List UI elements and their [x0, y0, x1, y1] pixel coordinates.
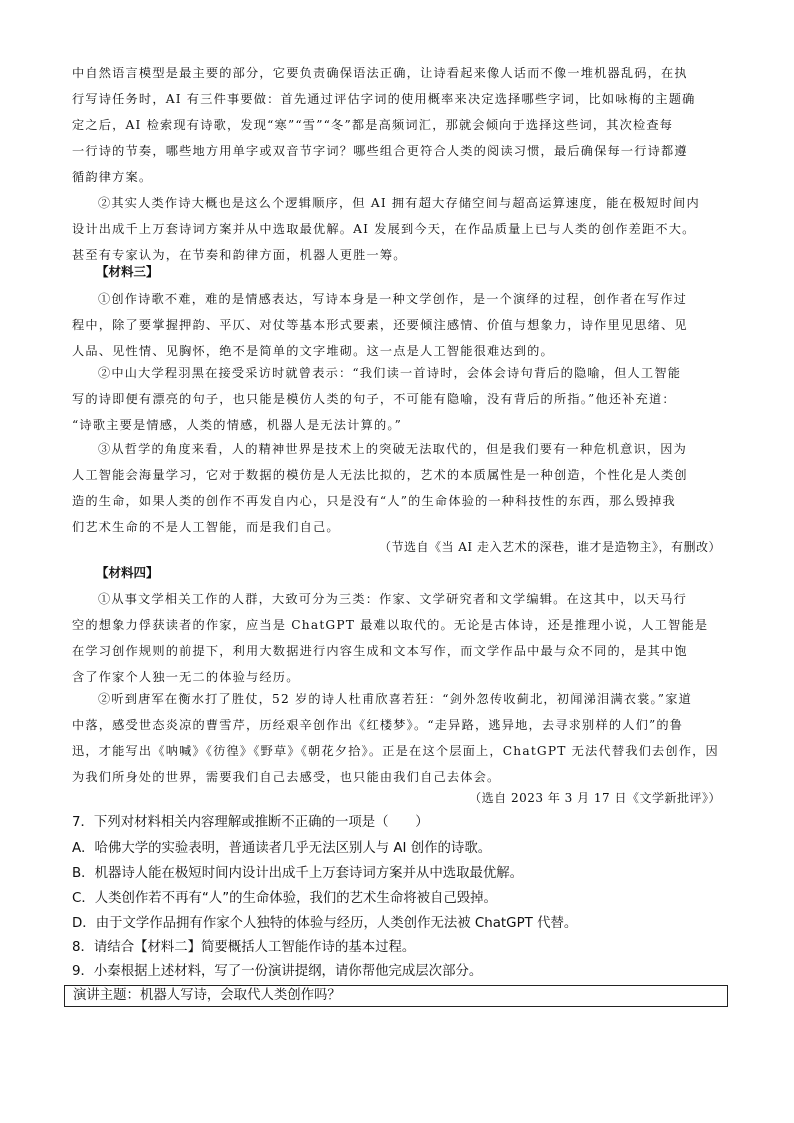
material-3-para-3 [72, 436, 722, 540]
text-line: 人工智能会海量学习，它对于数据的模仿是人无法比拟的，艺术的本质属性是一种创造，个性化是人类创 [72, 468, 688, 482]
material-3-heading: 【材料三】 [96, 264, 159, 279]
material-4-para-1 [72, 586, 722, 690]
text-line: 中落，感受世态炎凉的曹雪芹，历经艰辛创作出《红楼梦》。“走异路，逃异地，去寻求别样的人们”的鲁 [72, 718, 684, 732]
text-line: “诗歌主要是情感，人类的情感，机器人是无法计算的。” [72, 418, 403, 432]
text-line: 们艺术生命的不是人工智能，而是我们自己。 [72, 520, 340, 534]
material-3-para-2 [72, 360, 722, 438]
material-4-heading: 【材料四】 [96, 565, 159, 580]
material-3-para-1 [72, 286, 722, 364]
option-c: C．人类创作若不再有“人”的生命体验，我们的艺术生命将被自己毁掉。 [72, 891, 497, 906]
question-8: 8．请结合【材料二】简要概括人工智能作诗的基本过程。 [72, 940, 416, 955]
material-3-source: （节选自《当 AI 走入艺术的深巷，谁才是造物主》，有删改） [378, 540, 721, 554]
text-line: 行写诗任务时，AI 有三件事要做：首先通过评估字词的使用概率来决定选择哪些字词，比如咏梅的主题确 [72, 92, 696, 106]
text-line: 中自然语言模型是最主要的部分，它要负责确保语法正确，让诗看起来像人话而不像一堆机器乱码，在执 [72, 66, 688, 80]
text-line: ②中山大学程羽黑在接受采访时就曾表示：“我们读一首诗时，会体会诗句背后的隐喻，但人工智能 [98, 366, 682, 380]
text-line: 为我们所身处的世界，需要我们自己去感受，也只能由我们自己去体会。 [72, 770, 501, 784]
text-line: ②其实人类作诗大概也是这么个逻辑顺序，但 AI 拥有超大存储空间与超高运算速度，能在极短时间内 [98, 196, 700, 210]
material-4-para-2 [72, 686, 722, 790]
material-4-source: （选自 2023 年 3 月 17 日《文学新批评》） [469, 791, 721, 805]
question-9: 9．小秦根据上述材料，写了一份演讲提纲，请你帮他完成层次部分。 [72, 964, 483, 979]
option-a: A．哈佛大学的实验表明，普通读者几乎无法区别人与 AI 创作的诗歌。 [72, 841, 492, 856]
text-line: 人品、见性情、见胸怀，绝不是简单的文字堆砌。这一点是人工智能很难达到的。 [72, 344, 554, 358]
question-7: 7．下列对材料相关内容理解或推断不正确的一项是（ ） [72, 815, 429, 830]
text-line: 造的生命，如果人类的创作不再发自内心，只是没有“人”的生命体验的一种科技性的东西，那么毁掉我 [72, 494, 676, 508]
text-line: ①创作诗歌不难，难的是情感表达，写诗本身是一种文学创作，是一个演绎的过程，创作者在写作过 [98, 292, 688, 306]
speech-outline-box: 演讲主题：机器人写诗，会取代人类创作吗？ [64, 985, 728, 1007]
text-line: ③从哲学的角度来看，人的精神世界是技术上的突破无法取代的，但是我们要有一种危机意识，因为 [98, 442, 688, 456]
option-b: B．机器诗人能在极短时间内设计出成千上万套诗词方案并从中选取最优解。 [72, 866, 524, 881]
text-line: 定之后，AI 检索现有诗歌，发现“寒”“雪”“冬”都是高频词汇，那就会倾向于选择这些词，其次检查每 [72, 118, 674, 132]
text-line: 一行诗的节奏，哪些地方用单字或双音节字词？哪些组合更符合人类的阅读习惯，最后确保每一行诗都遵 [72, 144, 688, 158]
text-line: 循韵律方案。 [72, 170, 153, 184]
text-line: 在学习创作规则的前提下，利用大数据进行内容生成和文本写作，而文学作品中最与众不同的，是其中饱 [72, 644, 688, 658]
text-line: 程中，除了要掌握押韵、平仄、对仗等基本形式要素，还要倾注感情、价值与想象力，诗作里见思绪、见 [72, 318, 688, 332]
text-line: ①从事文学相关工作的人群，大致可分为三类：作家、文学研究者和文学编辑。在这其中，以天马行 [98, 592, 688, 606]
text-line: 甚至有专家认为，在节奏和韵律方面，机器人更胜一筹。 [72, 248, 407, 262]
text-line: 空的想象力俘获读者的作家，应当是 ChatGPT 最难以取代的。无论是古体诗，还是推理小说，人工智能是 [72, 618, 709, 632]
option-d: D．由于文学作品拥有作家个人独特的体验与经历，人类创作无法被 ChatGPT 代替。 [72, 916, 578, 931]
text-line: 迅，才能写出《呐喊》《彷徨》《野草》《朝花夕拾》。正是在这个层面上，ChatGPT 无法代替我们去创作，因 [72, 744, 719, 758]
text-line: 设计出成千上万套诗词方案并从中选取最优解。AI 发展到今天，在作品质量上已与人类的创作差距不大。 [72, 222, 696, 236]
passage-para-2 [72, 190, 722, 268]
text-line: ②听到唐军在衡水打了胜仗，52 岁的诗人杜甫欣喜若狂：“剑外忽传收蓟北，初闻涕泪满衣裳。”家道 [98, 692, 693, 706]
passage-top [72, 60, 722, 190]
text-line: 含了作家个人独一无二的体验与经历。 [72, 670, 300, 684]
text-line: 写的诗即便有漂亮的句子，也只能是模仿人类的句子，不可能有隐喻，没有背后的所指。”他还补充道： [72, 392, 676, 406]
